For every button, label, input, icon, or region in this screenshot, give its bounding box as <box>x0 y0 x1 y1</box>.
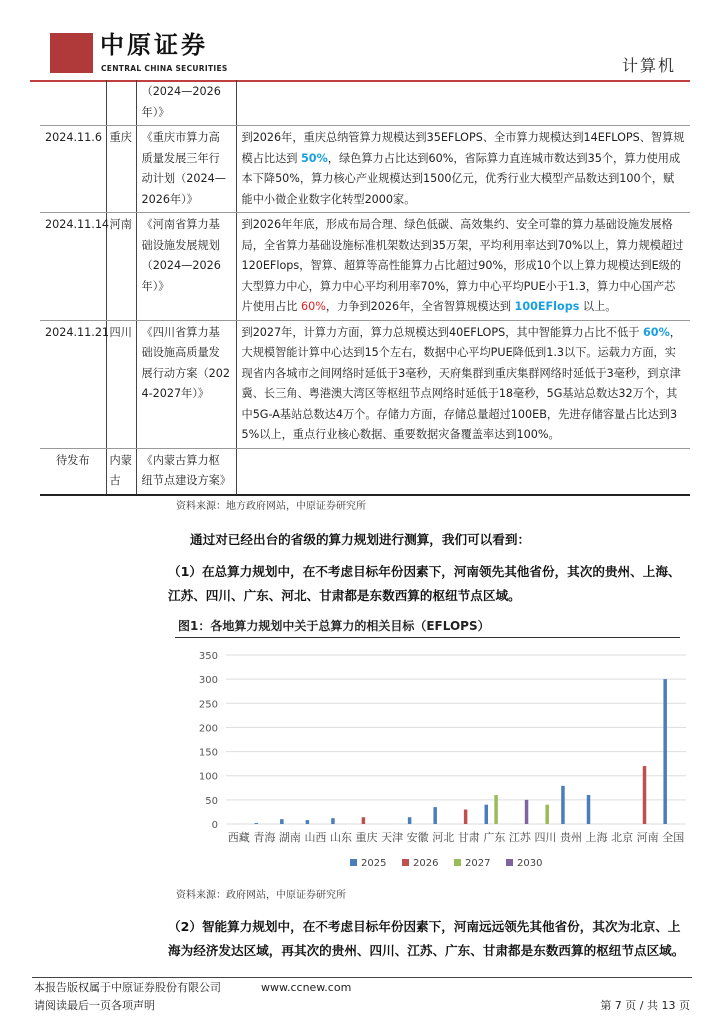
cell-date: 2024.11.21 <box>40 320 106 448</box>
cell-plan: 《内蒙古算力枢纽节点建设方案》 <box>136 448 236 495</box>
content-text: 到2026年年底，形成布局合理、绿色低碳、高效集约、安全可靠的算力基础设施发展格局，全省算力基础设施标准机架数达到35万架，平均利用率达到70%以上，算力规模超过120EFlops，智算、超算等高性能算力占比超过90%，形成10个以上算力规模达到E级的大型算力中心，算力中心平均利用率70%，算力中心平均PUE小于1.3，算力中心国产芯片使用占比 <box>241 218 684 313</box>
x-tick-label: 安徽 <box>406 830 429 844</box>
bar-2025-青海 <box>255 823 259 824</box>
x-tick-label: 四川 <box>534 830 557 844</box>
content-text: 以上。 <box>579 300 617 313</box>
cell-region: 内蒙古 <box>106 448 136 495</box>
x-tick-label: 重庆 <box>355 830 378 844</box>
y-tick-label: 0 <box>211 819 218 831</box>
logo-subtext: CENTRAL CHINA SECURITIES <box>101 64 228 73</box>
y-tick-label: 350 <box>198 650 218 662</box>
x-tick-label: 甘肃 <box>457 830 480 844</box>
bar-2026-甘肃 <box>464 809 468 823</box>
cell-content <box>236 320 690 448</box>
legend-label: 2027 <box>465 857 491 869</box>
cell-region: 河南 <box>106 213 136 321</box>
legend-label: 2026 <box>413 857 439 869</box>
table-row <box>40 126 690 213</box>
bar-2025-全国 <box>663 679 667 824</box>
bar-2025-广东 <box>485 804 489 823</box>
footer-divider <box>32 977 692 978</box>
table-source: 资料来源：地方政府网站，中原证券研究所 <box>176 500 366 512</box>
content-text: 50% <box>301 151 328 165</box>
content-text: 到2027年，计算力方面，算力总规模达到40EFLOPS，其中智能算力占比不低于 <box>241 325 644 339</box>
cell-region: 重庆 <box>106 126 136 213</box>
legend-swatch <box>402 859 409 866</box>
x-tick-label: 北京 <box>611 830 634 844</box>
footer-url[interactable]: www.ccnew.com <box>261 980 352 994</box>
legend-swatch <box>350 859 357 866</box>
cell-plan: 《重庆市算力高质量发展三年行动计划（2024—2026年）》 <box>136 126 236 213</box>
content-text: 60% <box>643 325 670 339</box>
legend-swatch <box>506 859 513 866</box>
bar-2025-山西 <box>306 820 310 824</box>
x-tick-label: 湖南 <box>278 830 301 844</box>
y-tick-label: 150 <box>198 747 218 759</box>
cell-date: 待发布 <box>40 448 106 495</box>
cell-content <box>236 126 690 213</box>
cell-plan: 《四川省算力基础设施高质量发展行动方案（2024-2027年）》 <box>136 320 236 448</box>
x-tick-label: 山西 <box>304 830 327 844</box>
x-tick-label: 上海 <box>585 830 608 844</box>
cell-content <box>236 213 690 321</box>
x-tick-label: 贵州 <box>560 830 582 844</box>
bar-2025-安徽 <box>408 817 412 824</box>
table-row <box>40 448 690 495</box>
bar-2026-重庆 <box>362 817 366 824</box>
y-tick-label: 100 <box>198 771 218 783</box>
cell-date: 2024.11.14 <box>40 213 106 321</box>
bar-2027-四川 <box>545 804 549 823</box>
cell-region: 四川 <box>106 320 136 448</box>
x-tick-label: 天津 <box>381 830 404 844</box>
intro-paragraph: 通过对已经出台的省级的算力规划进行测算，我们可以看到： <box>190 531 531 547</box>
legend-label: 2030 <box>517 857 543 869</box>
cell-region <box>106 80 136 126</box>
policy-table <box>40 80 690 496</box>
x-tick-label: 江苏 <box>508 830 531 844</box>
bar-2030-江苏 <box>525 799 529 823</box>
y-tick-label: 300 <box>198 674 218 686</box>
figure-title: 图1：各地算力规划中关于总算力的相关目标（EFLOPS） <box>178 618 490 633</box>
sector-label: 计算机 <box>621 56 676 75</box>
x-tick-label: 河北 <box>432 830 455 844</box>
cell-plan: 《河南省算力基础设施发展规划（2024—2026年）》 <box>136 213 236 321</box>
cell-content <box>236 80 690 126</box>
x-tick-label: 全国 <box>662 830 685 844</box>
bar-chart <box>190 643 690 879</box>
content-text: ，绿色算力占比达到60%，省际算力直连城市数达到35个，算力使用成本下降50%，算力核心产业规模达到1500亿元，优秀行业大模型产品数达到100个，赋能中小微企业数字化转型2000家。 <box>241 151 681 206</box>
content-text: 100EFlops <box>514 300 580 313</box>
content-text: ，力争到2026年，全省智算规模达到 <box>325 300 515 313</box>
bar-2025-河北 <box>433 807 437 824</box>
bar-2025-贵州 <box>561 785 565 823</box>
y-tick-label: 250 <box>198 698 218 710</box>
x-tick-label: 河南 <box>636 830 659 844</box>
legend-label: 2025 <box>361 857 387 869</box>
bar-2025-湖南 <box>280 819 284 824</box>
bar-2026-河南 <box>643 766 647 824</box>
x-tick-label: 青海 <box>253 830 276 844</box>
cell-content <box>236 448 690 495</box>
y-tick-label: 50 <box>205 795 218 807</box>
bar-2025-山东 <box>331 818 335 824</box>
content-text: ，大规模智能计算中心达到15个左右，数据中心平均PUE降低到1.3以下。运载力方面，实现省内各城市之间网络时延低于3毫秒，天府集群到重庆集群网络时延低于3毫秒，到京津冀、长三角、粤港澳大湾区等枢纽节点网络时延低于18毫秒，5G基站总数达32万个，其中5G-A基站总数达4万个。存储力方面，存储总量超过100EB，先进存储容量占比达到35%以上，重点行业核心数据、重要数据灾备覆盖率达到100%。 <box>241 325 681 441</box>
table-row <box>40 320 690 448</box>
bar-2025-上海 <box>587 795 591 824</box>
cell-date <box>40 80 106 126</box>
y-tick-label: 200 <box>198 722 218 734</box>
logo-text: 中原证券 <box>100 30 208 59</box>
paragraph-1: （1）在总算力规划中，在不考虑目标年份因素下，河南领先其他省份，其次的贵州、上海、江苏、四川、广东、河北、甘肃都是东数西算的枢纽节点区域。 <box>168 563 681 603</box>
content-text: 60% <box>301 300 326 313</box>
cell-date: 2024.11.6 <box>40 126 106 213</box>
bar-2027-广东 <box>494 795 498 824</box>
x-tick-label: 西藏 <box>227 830 250 844</box>
footer <box>0 977 724 1034</box>
table-row <box>40 80 690 126</box>
content-text: 到2026年，重庆总纳管算力规模达到35EFLOPS、全市算力规模达到14EFLOPS、智算规模占比达到 <box>241 131 685 165</box>
figure-source: 资料来源：政府网站，中原证券研究所 <box>176 889 346 901</box>
footer-copyright: 本报告版权属于中原证券股份有限公司 <box>34 980 221 994</box>
figure-divider <box>175 637 680 638</box>
table-row <box>40 213 690 321</box>
cell-plan: （2024—2026年）》 <box>136 80 236 126</box>
page-number: 第 7 页 / 共 13 页 <box>600 998 690 1012</box>
paragraph-2: （2）智能算力规划中，在不考虑目标年份因素下，河南远远领先其他省份，其次为北京、上海为经济发达区域，再其次的贵州、四川、江苏、广东、甘肃都是东数西算的枢纽节点区域。 <box>168 918 685 958</box>
legend-swatch <box>454 859 461 866</box>
footer-disclaimer: 请阅读最后一页各项声明 <box>34 998 155 1012</box>
x-tick-label: 山东 <box>330 830 352 844</box>
x-tick-label: 广东 <box>483 830 506 844</box>
